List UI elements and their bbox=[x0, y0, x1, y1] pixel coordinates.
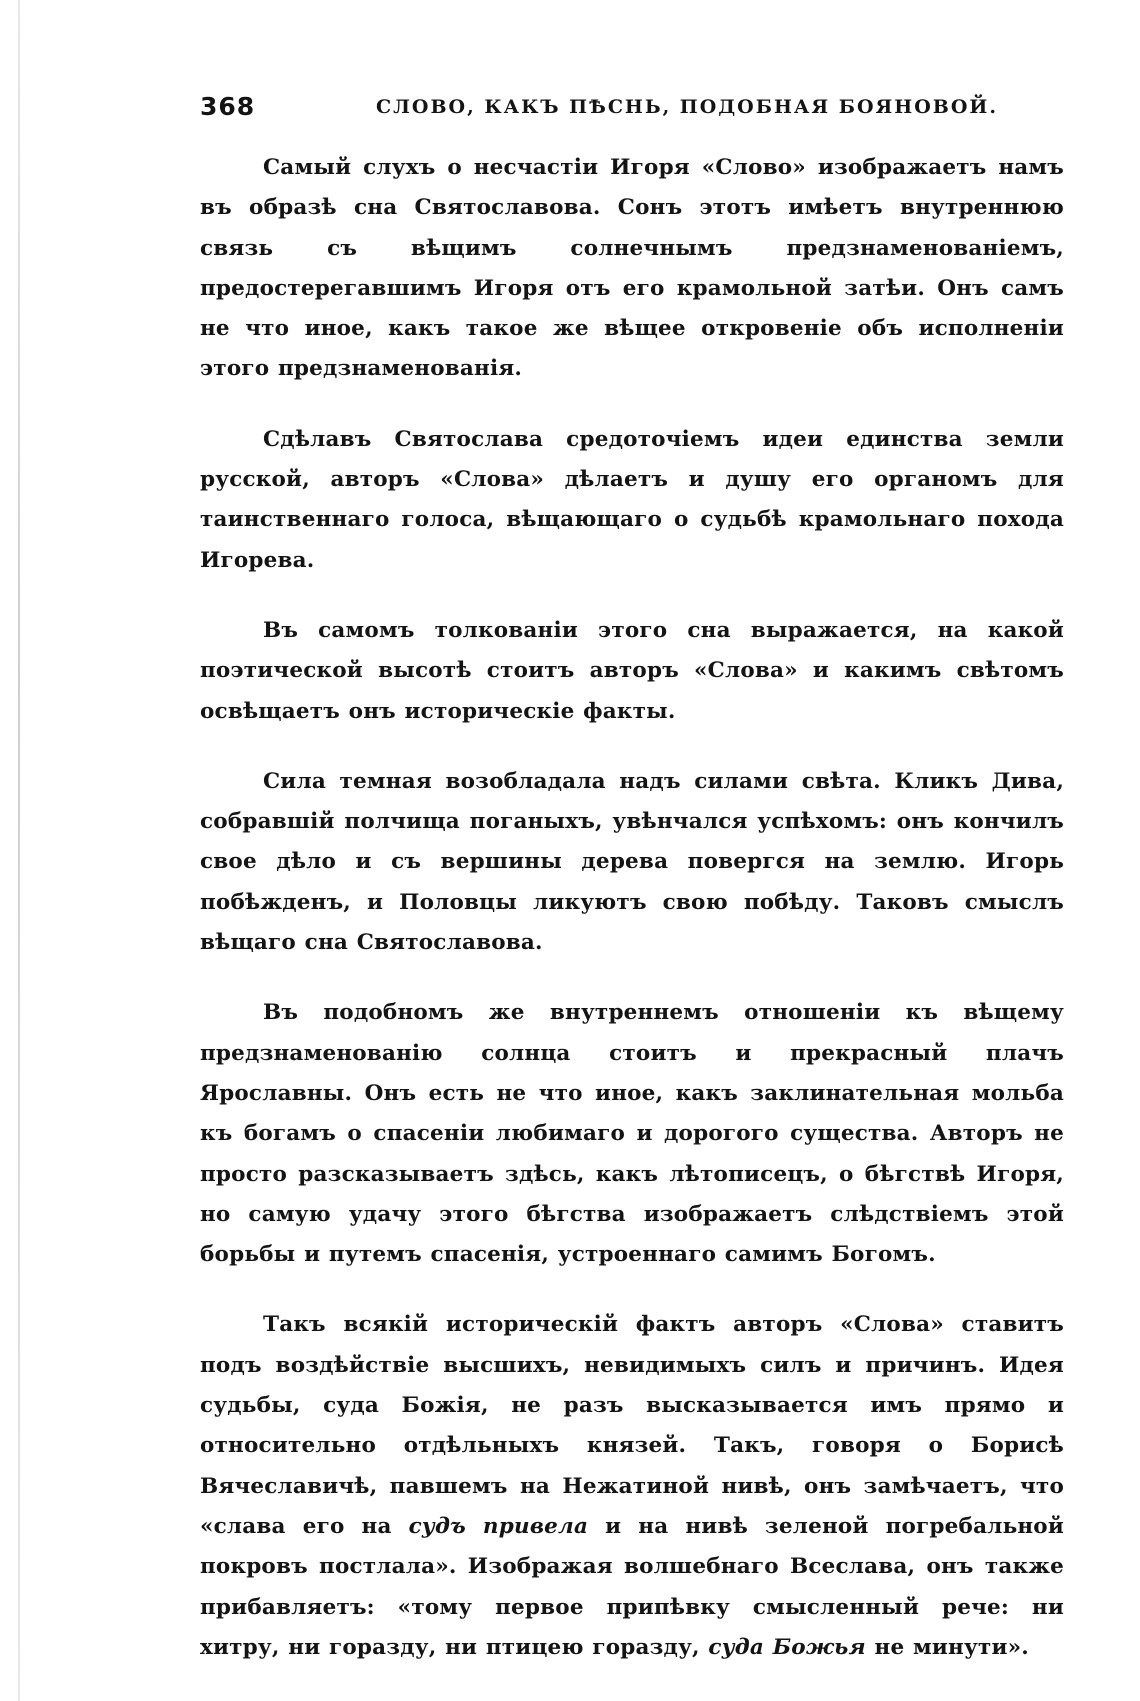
paragraph-6 bbox=[200, 1305, 1064, 1668]
paragraph-text: не минути». bbox=[865, 1634, 1029, 1660]
italic-quote: суда Божья bbox=[708, 1634, 866, 1660]
paragraph-5 bbox=[200, 993, 1064, 1275]
paragraph-text: Самый слухъ о несчастіи Игоря «Слово» изображаетъ намъ въ образѣ сна Святославова. Сонъ этотъ имѣетъ внутреннюю связь съ вѣщимъ солнечнымъ предзнаменованіемъ, предостерегавшимъ Игоря отъ его крамольной затѣи. Онъ самъ не что иное, какъ такое же вѣщее откровеніе объ исполненіи этого предзнаменованія. bbox=[200, 155, 1064, 382]
italic-quote: судъ привела bbox=[408, 1513, 589, 1539]
paragraph-2 bbox=[200, 420, 1064, 581]
paragraph-1 bbox=[200, 148, 1064, 390]
paragraph-text: и на нивѣ зеленой погребальной покровъ постлала». Изображая волшебнаго Всеслава, онъ также прибавляетъ: «тому первое припѣвку смысленный рече: ни хитру, ни горазду, ни птицею горазду, bbox=[200, 1513, 1064, 1660]
page-header bbox=[200, 92, 1060, 126]
paragraph-text: Такъ всякій историческій фактъ авторъ «Слова» ставитъ подъ воздѣйствіе высшихъ, невидимыхъ силъ и причинъ. Идея судьбы, суда Божія, не разъ высказывается имъ прямо и относительно отдѣльныхъ князей. Такъ, говоря о Борисѣ Вячеславичѣ, павшемъ на Нежатиной нивѣ, онъ замѣчаетъ, что «слава его на bbox=[200, 1312, 1064, 1539]
body-text bbox=[200, 148, 1064, 1698]
page-number: 368 bbox=[200, 92, 256, 121]
paragraph-text: Въ самомъ толкованіи этого сна выражается, на какой поэтической высотѣ стоитъ авторъ «Слова» и какимъ свѣтомъ освѣщаетъ онъ историческіе факты. bbox=[200, 617, 1064, 724]
scan-edge-shadow bbox=[18, 0, 20, 1701]
paragraph-text: Въ подобномъ же внутреннемъ отношеніи къ вѣщему предзнаменованію солнца стоитъ и прекрасный плачъ Ярославны. Онъ есть не что иное, какъ заклинательная мольба къ богамъ о спасеніи любимаго и дорогого существа. Авторъ не просто разсказываетъ здѣсь, какъ лѣтописецъ, о бѣгствѣ Игоря, но самую удачу этого бѣгства изображаетъ слѣдствіемъ этой борьбы и путемъ спасенія, устроеннаго самимъ Богомъ. bbox=[200, 1000, 1064, 1268]
paragraph-4 bbox=[200, 762, 1064, 963]
paragraph-3 bbox=[200, 611, 1064, 732]
paragraph-text: Сила темная возобладала надъ силами свѣта. Кликъ Дива, собравшій полчища поганыхъ, увѣнчался успѣхомъ: онъ кончилъ свое дѣло и съ вершины дерева повергся на землю. Игорь побѣжденъ, и Половцы ликуютъ свою побѣду. Таковъ смыслъ вѣщаго сна Святославова. bbox=[200, 768, 1064, 956]
running-title: СЛОВО, КАКЪ ПѢСНЬ, ПОДОБНАЯ БОЯНОВОЙ. bbox=[376, 96, 998, 118]
paragraph-text: Сдѣлавъ Святослава средоточіемъ идеи единства земли русской, авторъ «Слова» дѣлаетъ и душу его органомъ для таинственнаго голоса, вѣщающаго о судьбѣ крамольнаго похода Игорева. bbox=[200, 426, 1064, 573]
